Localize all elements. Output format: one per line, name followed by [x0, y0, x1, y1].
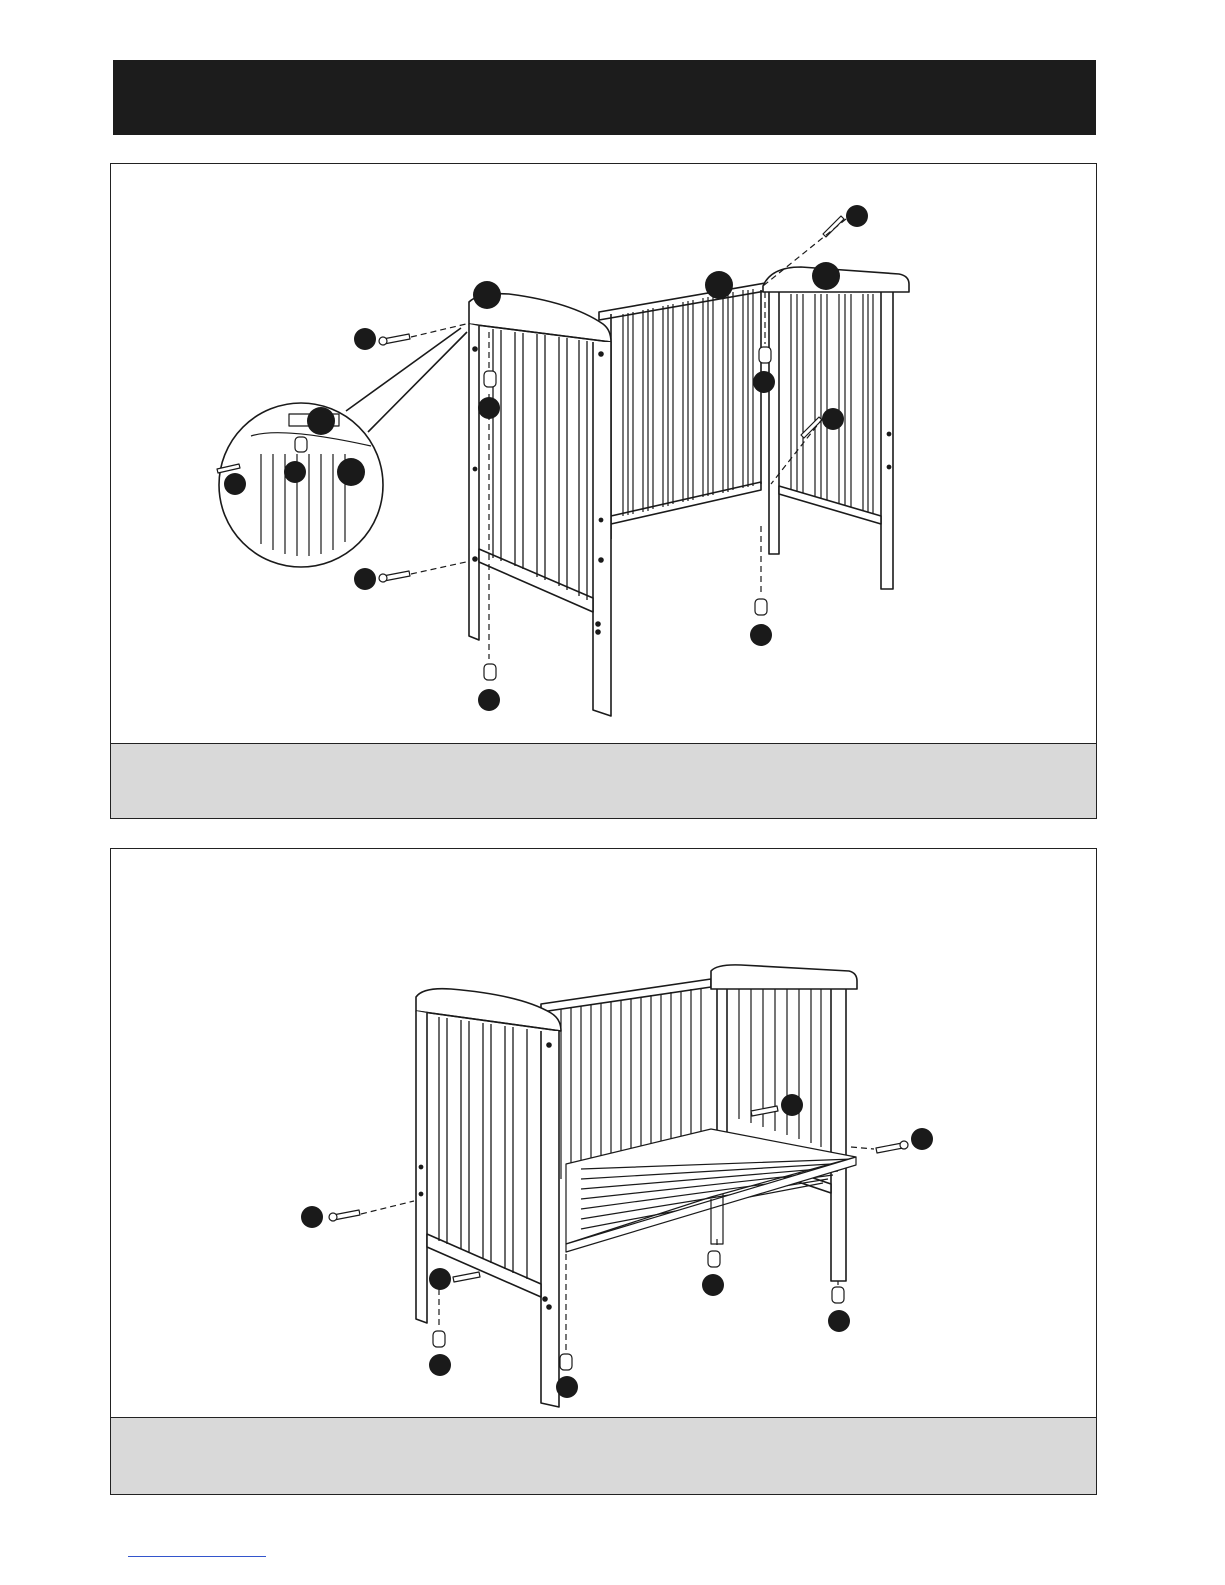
- step-1-caption-band: [111, 743, 1096, 818]
- footer-link-underline[interactable]: [128, 1556, 266, 1557]
- mattress-base: [566, 1129, 856, 1252]
- right-headboard: [711, 965, 857, 1281]
- step-1-illustration: [111, 164, 1096, 744]
- part-callout-icon: [301, 1094, 933, 1398]
- step-2-panel: [110, 848, 1097, 1495]
- header-bar: [113, 60, 1096, 135]
- left-headboard: [469, 294, 611, 716]
- step-2-illustration: [111, 849, 1096, 1419]
- back-side-panel: [599, 282, 771, 539]
- detail-magnifier-icon: [217, 328, 467, 567]
- step-2-caption-band: [111, 1417, 1096, 1494]
- step-1-panel: [110, 163, 1097, 819]
